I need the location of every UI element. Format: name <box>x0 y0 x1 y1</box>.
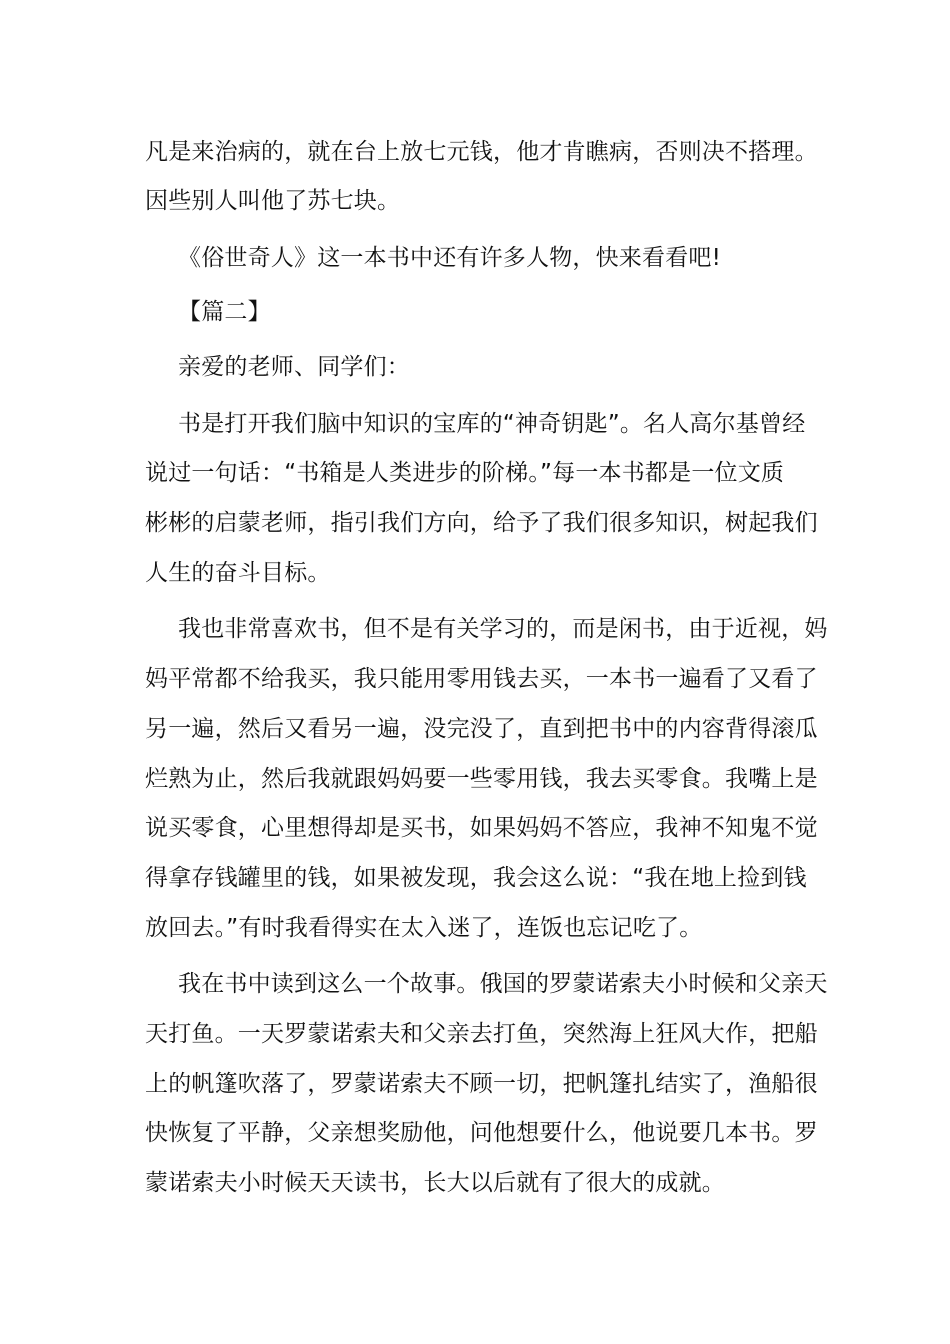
text-line: 蒙诺索夫小时候天天读书，长大以后就有了很大的成就。 <box>145 1170 725 1196</box>
text-line: 彬彬的启蒙老师，指引我们方向，给予了我们很多知识，树起我们 <box>145 510 818 536</box>
paragraph-line: 书是打开我们脑中知识的宝库的“神奇钥匙”。名人高尔基曾经 <box>178 411 806 437</box>
salutation: 亲爱的老师、同学们： <box>178 354 410 380</box>
text-line: 人生的奋斗目标。 <box>145 560 331 586</box>
text-line: 得拿存钱罐里的钱，如果被发现，我会这么说：“我在地上捡到钱 <box>145 865 807 891</box>
text-line: 说买零食，心里想得却是买书，如果妈妈不答应，我神不知鬼不觉 <box>145 815 818 841</box>
text-line: 凡是来治病的，就在台上放七元钱，他才肯瞧病，否则决不搭理。 <box>145 139 818 165</box>
paragraph-line: 我也非常喜欢书，但不是有关学习的，而是闲书，由于近视，妈 <box>178 616 828 642</box>
text-line: 另一遍，然后又看另一遍，没完没了，直到把书中的内容背得滚瓜 <box>145 716 818 742</box>
text-line: 妈平常都不给我买，我只能用零用钱去买，一本书一遍看了又看了 <box>145 666 818 692</box>
text-line: 天打鱼。一天罗蒙诺索夫和父亲去打鱼，突然海上狂风大作，把船 <box>145 1021 818 1047</box>
text-line: 放回去。”有时我看得实在太入迷了，连饭也忘记吃了。 <box>145 915 703 941</box>
text-line: 烂熟为止，然后我就跟妈妈要一些零用钱，我去买零食。我嘴上是 <box>145 766 818 792</box>
section-heading: 【篇二】 <box>178 299 271 325</box>
paragraph-line: 我在书中读到这么一个故事。俄国的罗蒙诺索夫小时候和父亲天 <box>178 971 828 997</box>
text-line: 上的帆篷吹落了，罗蒙诺索夫不顾一切，把帆篷扎结实了，渔船很 <box>145 1071 818 1097</box>
text-line: 因些别人叫他了苏七块。 <box>145 188 401 214</box>
text-line: 说过一句话：“书箱是人类进步的阶梯。”每一本书都是一位文质 <box>145 460 785 486</box>
paragraph-line: 《俗世奇人》这一本书中还有许多人物，快来看看吧! <box>178 245 722 271</box>
text-line: 快恢复了平静，父亲想奖励他，问他想要什么，他说要几本书。罗 <box>145 1120 818 1146</box>
